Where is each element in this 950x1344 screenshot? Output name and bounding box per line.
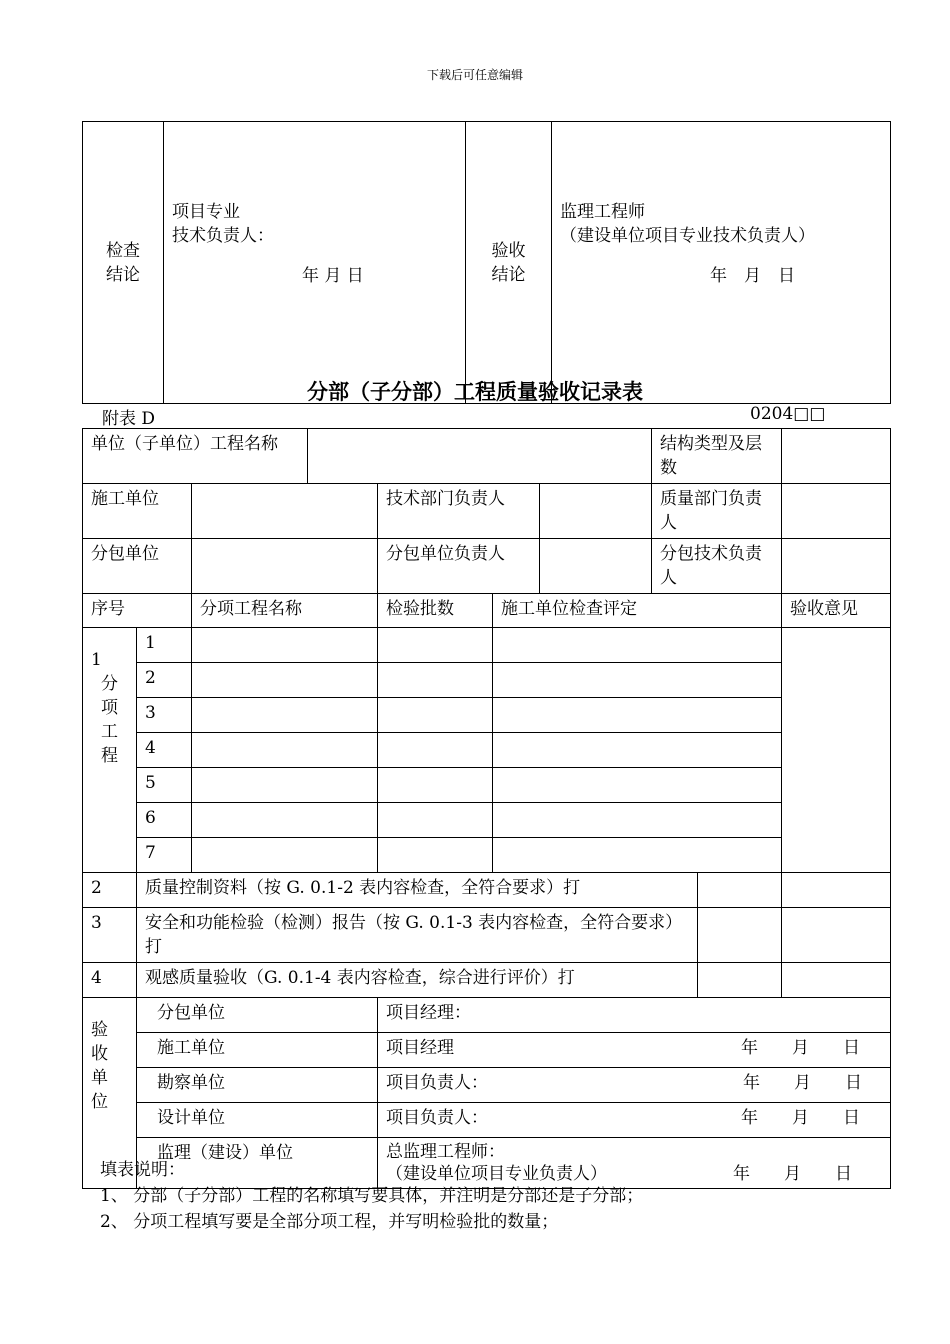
self-check-cell[interactable] xyxy=(493,768,782,803)
item3-check-cell[interactable] xyxy=(698,908,782,963)
accept-date: 年 月 日 xyxy=(741,1038,860,1058)
supervisor-line-2: （建设单位项目专业技术负责人） xyxy=(560,226,815,246)
supervisor-sub: （建设单位项目专业负责人） xyxy=(386,1164,607,1184)
self-check-cell[interactable] xyxy=(493,663,782,698)
accept-date: 年 月 日 xyxy=(743,1073,862,1093)
accept-person[interactable]: 项目经理 年 月 日 xyxy=(378,1033,891,1068)
subcontract-tech-value[interactable] xyxy=(782,539,891,594)
subcontract-unit-value[interactable] xyxy=(192,539,378,594)
item4-check-cell[interactable] xyxy=(698,963,782,998)
accept-person[interactable]: 项目负责人： 年 月 日 xyxy=(378,1068,891,1103)
item4-opinion-cell[interactable] xyxy=(782,963,891,998)
unit-name-label: 单位（子单位）工程名称 xyxy=(83,429,308,484)
row-num: 1 xyxy=(137,628,192,663)
self-check-cell[interactable] xyxy=(493,628,782,663)
col-item-name-header: 分项工程名称 xyxy=(192,594,378,628)
construction-unit-label: 施工单位 xyxy=(83,484,192,539)
accept-unit-name: 分包单位 xyxy=(137,998,378,1033)
item-name-cell[interactable] xyxy=(192,838,378,873)
row-num: 5 xyxy=(137,768,192,803)
tech-dept-label: 技术部门负责人 xyxy=(378,484,540,539)
item3-opinion-cell[interactable] xyxy=(782,908,891,963)
batch-count-cell[interactable] xyxy=(378,663,493,698)
tech-line-2: 技术负责人： xyxy=(172,226,274,246)
item3-text: 安全和功能检验（检测）报告（按 G. 0.1-3 表内容检查，全符合要求）打 xyxy=(137,908,698,963)
date-right: 年 月 日 xyxy=(710,266,795,286)
quality-dept-label: 质量部门负责人 xyxy=(652,484,782,539)
row-num: 4 xyxy=(137,733,192,768)
subcontract-head-label: 分包单位负责人 xyxy=(378,539,540,594)
item2-num: 2 xyxy=(83,873,137,908)
item3-num: 3 xyxy=(83,908,137,963)
supervisor-unit-name: 监理（建设）单位 xyxy=(137,1138,378,1189)
form-code: 0204□□ xyxy=(750,404,826,424)
batch-count-cell[interactable] xyxy=(378,803,493,838)
self-check-cell[interactable] xyxy=(493,733,782,768)
accept-person[interactable]: 项目负责人： 年 月 日 xyxy=(378,1103,891,1138)
row-num: 6 xyxy=(137,803,192,838)
quality-dept-value[interactable] xyxy=(782,484,891,539)
self-check-cell[interactable] xyxy=(493,698,782,733)
accept-unit-name: 施工单位 xyxy=(137,1033,378,1068)
section1-label: 1 分 项 工 程 xyxy=(83,628,137,873)
check-conclusion-label: 检查 结论 xyxy=(83,122,164,404)
item-name-cell[interactable] xyxy=(192,733,378,768)
row-num: 3 xyxy=(137,698,192,733)
item-name-cell[interactable] xyxy=(192,698,378,733)
notes-heading: 填表说明： xyxy=(100,1160,185,1180)
supervisor-person[interactable]: 总监理工程师： （建设单位项目专业负责人） 年 月 日 xyxy=(378,1138,891,1189)
item-name-cell[interactable] xyxy=(192,768,378,803)
structure-value[interactable] xyxy=(782,429,891,484)
item-name-cell[interactable] xyxy=(192,803,378,838)
conclusion-table xyxy=(82,121,891,404)
batch-count-cell[interactable] xyxy=(378,768,493,803)
subcontract-head-value[interactable] xyxy=(540,539,652,594)
acceptance-opinion-cell[interactable] xyxy=(782,628,891,873)
supervisor-date: 年 月 日 xyxy=(733,1164,852,1184)
batch-count-cell[interactable] xyxy=(378,733,493,768)
supervisor-cell xyxy=(552,122,891,404)
self-check-cell[interactable] xyxy=(493,803,782,838)
col-acceptance-header: 验收意见 xyxy=(782,594,891,628)
item-name-cell[interactable] xyxy=(192,628,378,663)
tech-responsible-cell xyxy=(164,122,466,404)
accept-date: 年 月 日 xyxy=(741,1108,860,1128)
self-check-cell[interactable] xyxy=(493,838,782,873)
col-self-check-header: 施工单位检查评定 xyxy=(493,594,782,628)
row-num: 2 xyxy=(137,663,192,698)
col-batch-count-header: 检验批数 xyxy=(378,594,493,628)
note-item: 2、 分项工程填写要是全部分项工程，并写明检验批的数量； xyxy=(100,1212,559,1232)
item4-text: 观感质量验收（G. 0.1-4 表内容检查，综合进行评价）打 xyxy=(137,963,698,998)
item2-opinion-cell[interactable] xyxy=(782,873,891,908)
construction-unit-value[interactable] xyxy=(192,484,378,539)
tech-dept-value[interactable] xyxy=(540,484,652,539)
note-item: 1、 分部（子分部）工程的名称填写要具体，并注明是分部还是子分部； xyxy=(100,1186,644,1206)
item-name-cell[interactable] xyxy=(192,663,378,698)
structure-label: 结构类型及层数 xyxy=(652,429,782,484)
record-table xyxy=(82,428,891,1189)
supervisor-line-1: 监理工程师 xyxy=(560,202,645,222)
appendix-label: 附表 D xyxy=(102,409,156,429)
date-left: 年 月 日 xyxy=(302,266,364,286)
row-num: 7 xyxy=(137,838,192,873)
header-note: 下载后可任意编辑 xyxy=(426,68,523,82)
accept-person[interactable]: 项目经理： xyxy=(378,998,891,1033)
acceptance-units-label: 验 收 单 位 xyxy=(83,998,137,1189)
accept-conclusion-label: 验收 结论 xyxy=(466,122,552,404)
subcontract-unit-label: 分包单位 xyxy=(83,539,192,594)
form-title: 分部（子分部）工程质量验收记录表 xyxy=(307,379,643,404)
subcontract-tech-label: 分包技术负责人 xyxy=(652,539,782,594)
fill-notes xyxy=(100,1157,643,1235)
item4-num: 4 xyxy=(83,963,137,998)
item2-check-cell[interactable] xyxy=(698,873,782,908)
col-seq-header: 序号 xyxy=(83,594,192,628)
batch-count-cell[interactable] xyxy=(378,838,493,873)
batch-count-cell[interactable] xyxy=(378,628,493,663)
accept-unit-name: 设计单位 xyxy=(137,1103,378,1138)
accept-unit-name: 勘察单位 xyxy=(137,1068,378,1103)
item2-text: 质量控制资料（按 G. 0.1-2 表内容检查，全符合要求）打 xyxy=(137,873,698,908)
tech-line-1: 项目专业 xyxy=(172,202,240,222)
batch-count-cell[interactable] xyxy=(378,698,493,733)
unit-name-value[interactable] xyxy=(308,429,652,484)
